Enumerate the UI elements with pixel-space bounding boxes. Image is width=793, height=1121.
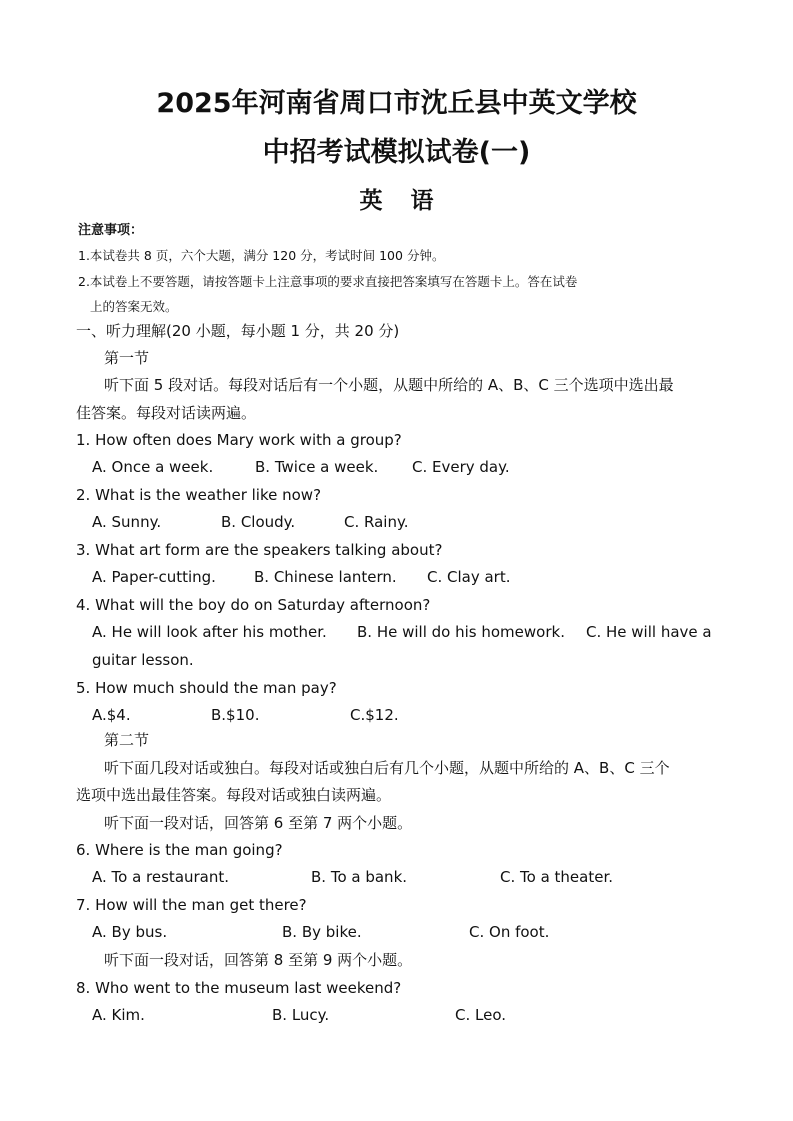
note-item-2-cont: 上的答案无效。	[90, 299, 178, 314]
section1-heading: 一、听力理解(20 小题，每小题 1 分，共 20 分)	[76, 322, 400, 340]
exam-title-line2: 中招考试模拟试卷(一)	[262, 137, 531, 168]
option-3a: A. Paper-cutting.	[92, 568, 216, 586]
part1-instructions: 听下面 5 段对话。每段对话后有一个小题，从题中所给的 A、B、C 三个选项中选出最	[104, 376, 674, 394]
option-3c: C. Clay art.	[427, 568, 511, 586]
question-7: 7. How will the man get there?	[76, 896, 307, 914]
question-1: 1. How often does Mary work with a group?	[76, 431, 402, 449]
option-6b: B. To a bank.	[311, 868, 408, 886]
question-8: 8. Who went to the museum last weekend?	[76, 979, 402, 997]
note-item-1: 1.本试卷共 8 页，六个大题，满分 120 分，考试时间 100 分钟。	[78, 248, 445, 263]
option-8a: A. Kim.	[92, 1006, 145, 1024]
notes-heading: 注意事项：	[78, 223, 144, 238]
option-7a: A. By bus.	[92, 923, 168, 941]
exam-title-line1: 2025年河南省周口市沈丘县中英文学校	[156, 88, 637, 119]
option-5c: C.$12.	[350, 706, 399, 724]
dialog-instruction-8-9: 听下面一段对话，回答第 8 至第 9 两个小题。	[104, 951, 413, 969]
option-5a: A.$4.	[92, 706, 131, 724]
option-4b: B. He will do his homework.	[357, 623, 565, 641]
part1-instructions-cont: 佳答案。每段对话读两遍。	[76, 404, 257, 422]
question-6: 6. Where is the man going?	[76, 841, 283, 859]
dialog-instruction-6-7: 听下面一段对话，回答第 6 至第 7 两个小题。	[104, 814, 413, 832]
part2-label: 第二节	[104, 731, 150, 749]
part2-instructions-cont: 选项中选出最佳答案。每段对话或独白读两遍。	[76, 786, 392, 804]
option-1b: B. Twice a week.	[255, 458, 379, 476]
option-4c-cont: guitar lesson.	[92, 651, 194, 669]
question-2: 2. What is the weather like now?	[76, 486, 322, 504]
question-5: 5. How much should the man pay?	[76, 679, 337, 697]
part1-label: 第一节	[104, 349, 150, 367]
option-8b: B. Lucy.	[272, 1006, 330, 1024]
option-1c: C. Every day.	[412, 458, 510, 476]
option-4a: A. He will look after his mother.	[92, 623, 327, 641]
subject-heading: 英语	[359, 188, 462, 214]
option-7b: B. By bike.	[282, 923, 362, 941]
option-1a: A. Once a week.	[92, 458, 214, 476]
option-8c: C. Leo.	[455, 1006, 507, 1024]
question-4: 4. What will the boy do on Saturday afternoon?	[76, 596, 431, 614]
option-6c: C. To a theater.	[500, 868, 614, 886]
option-5b: B.$10.	[211, 706, 260, 724]
part2-instructions: 听下面几段对话或独白。每段对话或独白后有几个小题，从题中所给的 A、B、C 三个	[104, 759, 670, 777]
note-item-2: 2.本试卷上不要答题，请按答题卡上注意事项的要求直接把答案填写在答题卡上。答在试卷	[78, 274, 578, 289]
option-2c: C. Rainy.	[344, 513, 409, 531]
option-6a: A. To a restaurant.	[92, 868, 230, 886]
option-4c: C. He will have a	[586, 623, 712, 641]
option-7c: C. On foot.	[469, 923, 550, 941]
option-3b: B. Chinese lantern.	[254, 568, 397, 586]
question-3: 3. What art form are the speakers talking about?	[76, 541, 443, 559]
option-2b: B. Cloudy.	[221, 513, 296, 531]
option-2a: A. Sunny.	[92, 513, 162, 531]
